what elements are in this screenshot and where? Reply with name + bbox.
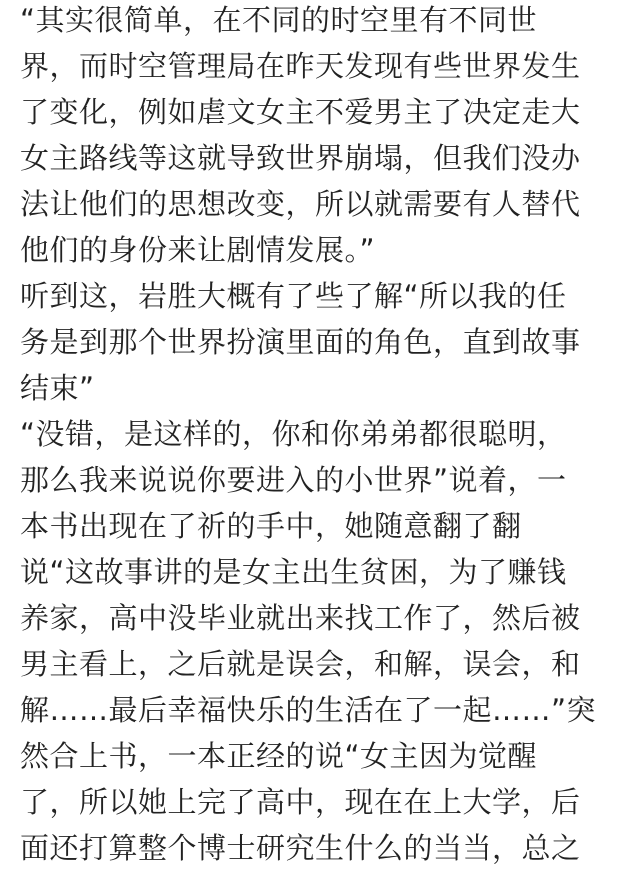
text-line: 法让他们的思想改变，所以就需要有人替代: [20, 187, 581, 221]
text-line: 女主路线等这就导致世界崩塌，但我们没办: [20, 141, 581, 175]
text-line: 解……最后幸福快乐的生活在了一起……”突: [20, 693, 597, 727]
text-line: “没错，是这样的，你和你弟弟都很聪明，: [20, 417, 567, 451]
text-line: 务是到那个世界扮演里面的角色，直到故事: [20, 325, 581, 359]
text-line: 他们的身份来让剧情发展。”: [20, 233, 376, 267]
text-line: 男主看上，之后就是误会，和解，误会，和: [20, 647, 581, 681]
text-line: 界，而时空管理局在昨天发现有些世界发生: [20, 49, 581, 83]
text-line: 那么我来说说你要进入的小世界”说着，一: [20, 463, 567, 497]
text-line: 本书出现在了祈的手中，她随意翻了翻: [20, 509, 522, 543]
text-line: 了变化，例如虐文女主不爱男主了决定走大: [20, 95, 581, 129]
text-line: “其实很简单，在不同的时空里有不同世: [20, 3, 538, 37]
text-line: 结束”: [20, 371, 95, 405]
text-line: 养家，高中没毕业就出来找工作了，然后被: [20, 601, 581, 635]
text-line: 听到这，岩胜大概有了些了解“所以我的任: [20, 279, 567, 313]
text-line: 面还打算整个博士研究生什么的当当，总之: [20, 831, 581, 865]
text-line: 了，所以她上完了高中，现在在上大学，后: [20, 785, 581, 819]
text-line: 然合上书，一本正经的说“女主因为觉醒: [20, 739, 538, 773]
text-line: 说“这故事讲的是女主出生贫困，为了赚钱: [20, 555, 567, 589]
